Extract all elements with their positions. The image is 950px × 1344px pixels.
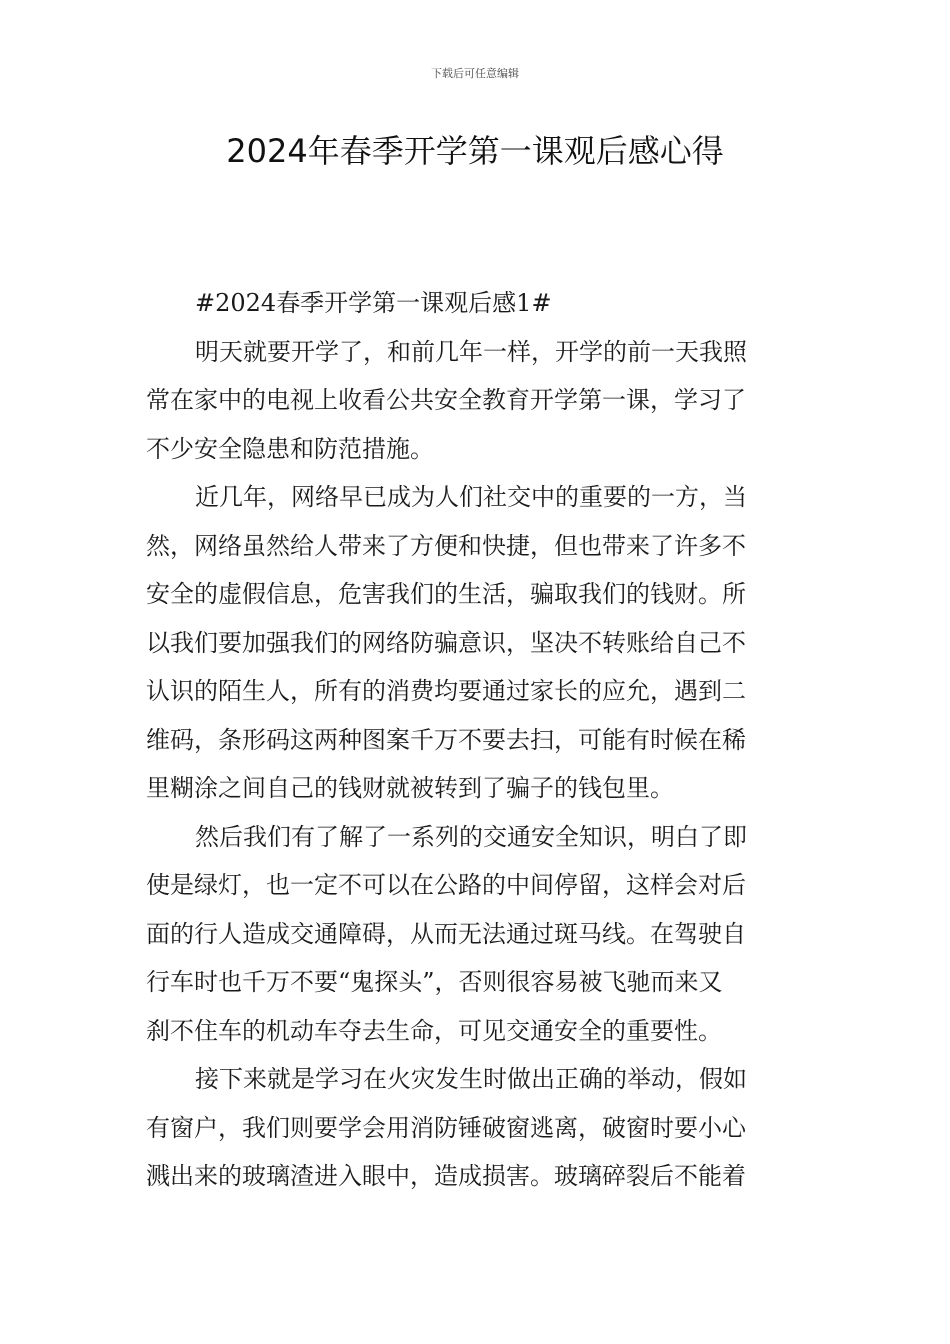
section-heading-text: #2024春季开学第一课观后感1#	[195, 289, 552, 317]
paragraph-2	[146, 473, 808, 813]
paragraph-line: 维码，条形码这两种图案千万不要去扫，可能有时候在稀	[146, 725, 746, 754]
section-heading	[146, 279, 808, 328]
paragraph-1	[146, 328, 808, 474]
paragraph-line: 里糊涂之间自己的钱财就被转到了骗子的钱包里。	[146, 774, 674, 802]
paragraph-line: 然，网络虽然给人带来了方便和快捷，但也带来了许多不	[146, 531, 746, 560]
paragraph-3	[146, 813, 808, 1056]
paragraph-line: 使是绿灯，也一定不可以在公路的中间停留，这样会对后	[146, 871, 746, 899]
paragraph-line: 近几年，网络早已成为人们社交中的重要的一方，当	[195, 483, 747, 511]
paragraph-line: 以我们要加强我们的网络防骗意识，坚决不转账给自己不	[146, 628, 746, 657]
paragraph-line: 面的行人造成交通障碍，从而无法通过斑马线。在驾驶自	[146, 919, 746, 948]
paragraph-line: 有窗户，我们则要学会用消防锤破窗逃离，破窗时要小心	[146, 1113, 746, 1142]
paragraph-line: 认识的陌生人，所有的消费均要通过家长的应允，遇到二	[146, 677, 746, 705]
paragraph-line: 溅出来的玻璃渣进入眼中，造成损害。玻璃碎裂后不能着	[146, 1162, 746, 1190]
paragraph-line: 然后我们有了解了一系列的交通安全知识，明白了即	[195, 822, 747, 851]
paragraph-line: 不少安全隐患和防范措施。	[146, 434, 434, 463]
paragraph-line: 安全的虚假信息，危害我们的生活，骗取我们的钱财。所	[146, 580, 746, 608]
paragraph-line: 明天就要开学了，和前几年一样，开学的前一天我照	[195, 337, 747, 366]
paragraph-line: 行车时也千万不要“鬼探头”，否则很容易被飞驰而来又	[146, 968, 723, 996]
paragraph-line: 刹不住车的机动车夺去生命，可见交通安全的重要性。	[146, 1016, 722, 1045]
paragraph-line: 常在家中的电视上收看公共安全教育开学第一课，学习了	[146, 386, 746, 414]
paragraph-line: 接下来就是学习在火灾发生时做出正确的举动，假如	[195, 1065, 747, 1093]
paragraph-4	[146, 1055, 808, 1201]
document-body	[146, 279, 808, 1201]
header-note: 下载后可任意编辑	[431, 67, 519, 80]
document-title: 2024年春季开学第一课观后感心得	[226, 132, 724, 170]
